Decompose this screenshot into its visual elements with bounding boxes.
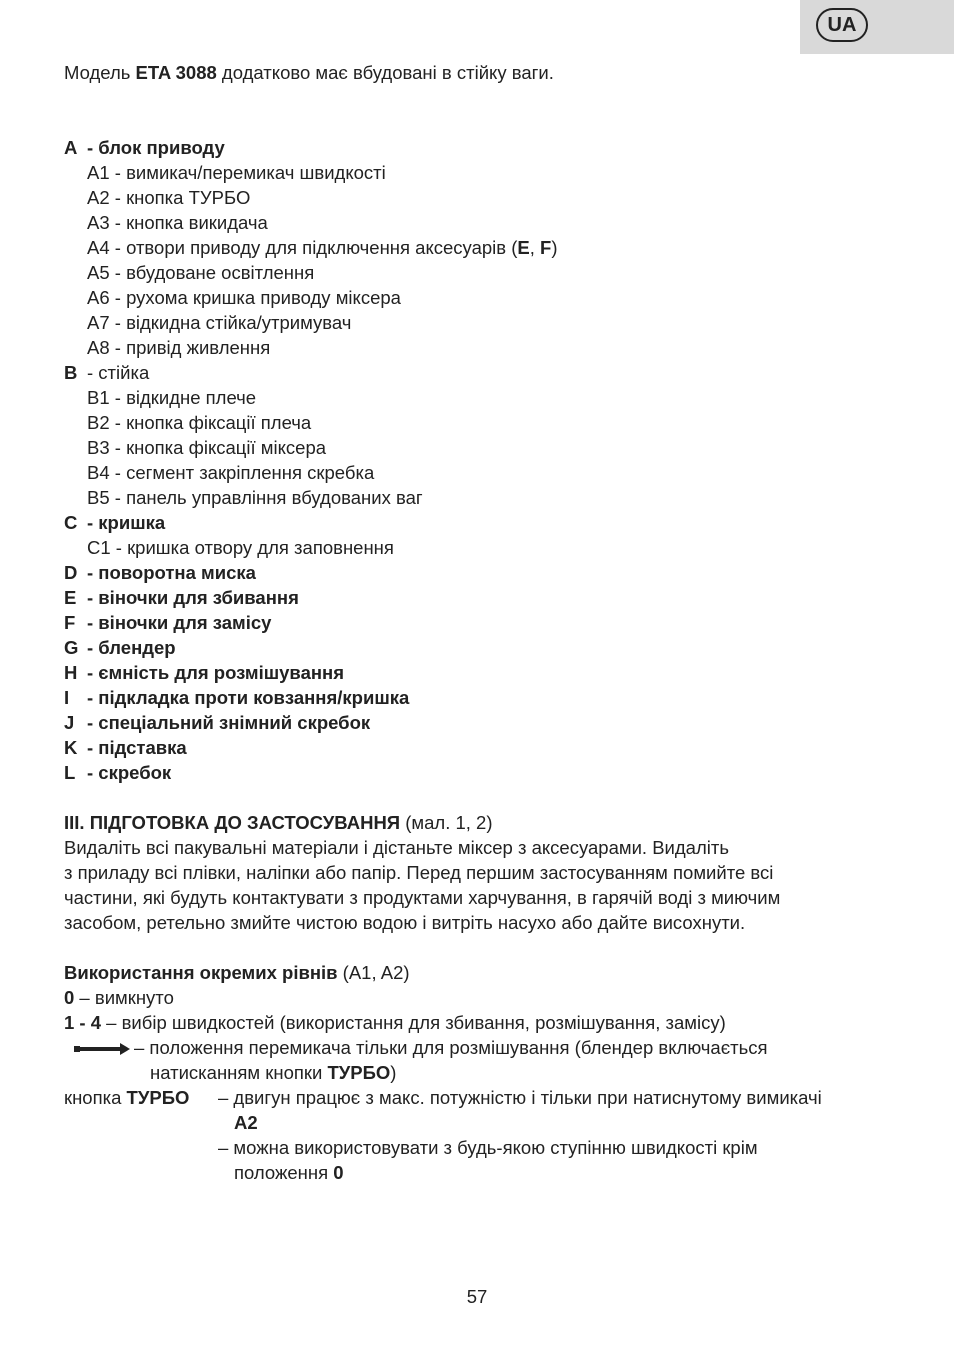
- level-text: – вимкнуто: [74, 987, 174, 1008]
- legend-item-h: [64, 660, 344, 685]
- turbo-text: положення: [234, 1162, 334, 1183]
- legend-subitem: A2 - кнопка ТУРБО: [87, 187, 251, 208]
- legend-subitem: B3 - кнопка фіксації міксера: [87, 437, 327, 458]
- legend-item-g: [64, 635, 176, 660]
- turbo-ref-a2: A2: [234, 1112, 258, 1133]
- legend-text: - ємність для розмішування: [87, 662, 344, 683]
- legend-text: - підкладка проти ковзання/кришка: [87, 687, 410, 708]
- close-paren: ): [390, 1062, 397, 1083]
- subsection-ref: (A1, A2): [337, 962, 410, 983]
- legend-subitem: B4 - сегмент закріплення скребка: [87, 462, 375, 483]
- level-zero: [64, 985, 174, 1010]
- legend-key: J: [64, 712, 75, 733]
- legend-subitem: B1 - відкидне плече: [87, 387, 257, 408]
- level-key: 1 - 4: [64, 1012, 102, 1033]
- separator: ,: [529, 237, 541, 258]
- intro-text: Модель: [64, 62, 136, 83]
- legend-key: F: [64, 612, 76, 633]
- legend-text: - кришка: [87, 512, 166, 533]
- ref-f: F: [540, 237, 552, 258]
- legend-item-b: [64, 360, 149, 385]
- legend-subitem: A6 - рухома кришка приводу міксера: [87, 287, 401, 308]
- legend-subitem: A3 - кнопка викидача: [87, 212, 268, 233]
- turbo-label: [64, 1085, 189, 1110]
- legend-subitem: B2 - кнопка фіксації плеча: [87, 412, 312, 433]
- level-key: 0: [64, 987, 75, 1008]
- legend-key: L: [64, 762, 76, 783]
- legend-item-d: [64, 560, 256, 585]
- subsection-heading: [64, 960, 410, 985]
- legend-subitem: B5 - панель управління вбудованих ваг: [87, 487, 423, 508]
- legend-item-l: [64, 760, 171, 785]
- legend-text: - віночки для збивання: [87, 587, 299, 608]
- legend-text: - спеціальний знімний скребок: [87, 712, 371, 733]
- legend-key: D: [64, 562, 78, 583]
- legend-item-a: [64, 135, 225, 160]
- legend-key: K: [64, 737, 78, 758]
- legend-key: G: [64, 637, 79, 658]
- page-number: 57: [466, 1286, 488, 1307]
- legend-text: - блендер: [87, 637, 176, 658]
- paragraph-line: засобом, ретельно змийте чистою водою і витріть насухо або дайте висохнути.: [64, 912, 746, 933]
- mix-text-line: – положення перемикача тільки для розмішування (блендер включається: [134, 1037, 768, 1058]
- level-text: – вибір швидкостей (використання для збивання, розмішування, замісу): [101, 1012, 726, 1033]
- paragraph-line: з приладу всі плівки, наліпки або папір. Перед першим застосуванням помийте всі: [64, 862, 774, 883]
- legend-item-k: [64, 735, 187, 760]
- legend-key: A: [64, 137, 78, 158]
- legend-text: - віночки для замісу: [87, 612, 272, 633]
- turbo-label-text: кнопка: [64, 1087, 127, 1108]
- turbo-label-bold: ТУРБО: [126, 1087, 190, 1108]
- legend-item-e: [64, 585, 299, 610]
- position-zero: 0: [333, 1162, 344, 1183]
- legend-text: - блок приводу: [87, 137, 225, 158]
- legend-subitem: A7 - відкидна стійка/утримувач: [87, 312, 352, 333]
- legend-subitem: A8 - привід живлення: [87, 337, 271, 358]
- legend-item-i: [64, 685, 409, 710]
- model-name: ETA 3088: [135, 62, 217, 83]
- figure-ref: (мал. 1, 2): [400, 812, 493, 833]
- section-heading: [64, 810, 493, 835]
- legend-text: - поворотна миска: [87, 562, 256, 583]
- language-badge: UA: [816, 8, 868, 42]
- legend-text: - підставка: [87, 737, 187, 758]
- turbo-text-line: – можна використовувати з будь-якою ступінню швидкості крім: [218, 1137, 758, 1158]
- ref-e: E: [517, 237, 530, 258]
- language-tab: [800, 0, 954, 54]
- close-paren: ): [551, 237, 558, 258]
- legend-subitem: A5 - вбудоване освітлення: [87, 262, 315, 283]
- turbo-text-line: – двигун працює з макс. потужністю і тільки при натиснутому вимикачі: [218, 1087, 822, 1108]
- legend-key: C: [64, 512, 78, 533]
- legend-subitem: A1 - вимикач/перемикач швидкості: [87, 162, 386, 183]
- paragraph-line: частини, які будуть контактувати з продуктами харчування, в гарячій воді з миючим: [64, 887, 781, 908]
- turbo-text-line: [234, 1160, 344, 1185]
- legend-key: E: [64, 587, 77, 608]
- legend-item-f: [64, 610, 271, 635]
- legend-key: B: [64, 362, 78, 383]
- legend-subitem-text: A4 - отвори приводу для підключення аксесуарів (: [87, 237, 518, 258]
- legend-key: I: [64, 687, 70, 708]
- legend-subitem: C1 - кришка отвору для заповнення: [87, 537, 394, 558]
- intro-line: [64, 60, 554, 85]
- mix-text-line2: [150, 1060, 396, 1085]
- legend-item-j: [64, 710, 370, 735]
- legend-subitem-a4: [87, 235, 558, 260]
- turbo-ref: ТУРБО: [327, 1062, 391, 1083]
- legend-key: H: [64, 662, 78, 683]
- mix-position-icon: [74, 1042, 132, 1056]
- section-title: III. ПІДГОТОВКА ДО ЗАСТОСУВАННЯ: [64, 812, 401, 833]
- intro-text-end: додатково має вбудовані в стійку ваги.: [216, 62, 554, 83]
- legend-item-c: [64, 510, 165, 535]
- legend-text: - скребок: [87, 762, 172, 783]
- legend-text: - стійка: [87, 362, 150, 383]
- paragraph-line: Видаліть всі пакувальні матеріали і дістаньте міксер з аксесуарами. Видаліть: [64, 837, 729, 858]
- level-range: [64, 1010, 726, 1035]
- mix-text: натисканням кнопки: [150, 1062, 328, 1083]
- subsection-title: Використання окремих рівнів: [64, 962, 338, 983]
